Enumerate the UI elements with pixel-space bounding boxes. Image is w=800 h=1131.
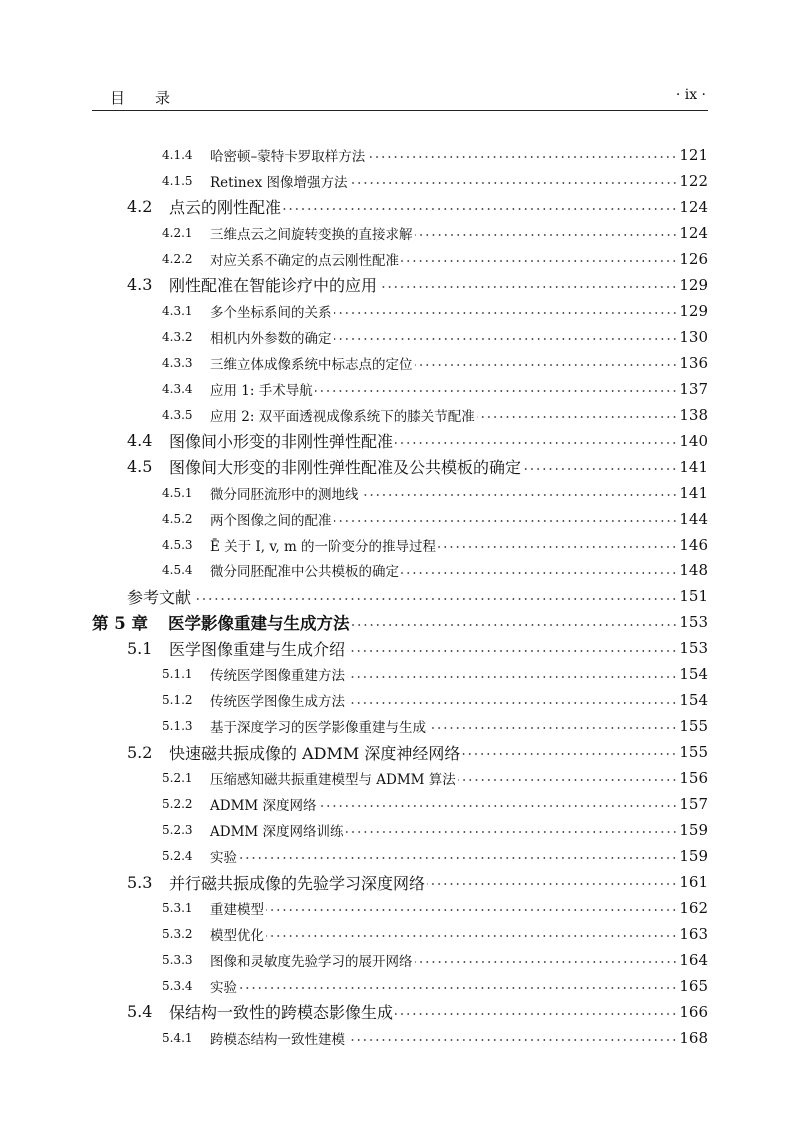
dot-leader (477, 402, 678, 428)
toc-entry-title: 实验 (210, 850, 237, 867)
toc-entry[interactable] (92, 220, 708, 246)
toc-entry-title: 点云的刚性配准 (169, 198, 282, 218)
toc-entry-title: 传统医学图像生成方法 (210, 694, 345, 711)
toc-entry[interactable] (92, 791, 708, 817)
toc-entry-page: 161 (679, 873, 708, 892)
toc-entry-page: 137 (679, 379, 708, 398)
toc-entry[interactable] (92, 350, 708, 376)
toc-entry[interactable] (92, 480, 708, 506)
dot-leader (395, 428, 677, 454)
toc-entry-number: 4.1.4 (162, 147, 193, 162)
dot-leader (379, 272, 677, 298)
toc-entry-title: 应用 1: 手术导航 (210, 382, 313, 399)
toc-entry-number: 4.3.1 (162, 303, 193, 318)
dot-leader (427, 869, 677, 895)
toc-entry-number: 4.3.2 (162, 329, 193, 344)
toc-entry-title: 重建模型 (210, 902, 264, 919)
toc-entry-number: 5.2.2 (162, 797, 193, 812)
toc-entry[interactable] (92, 687, 708, 713)
toc-entry-page: 146 (679, 535, 708, 554)
toc-entry-page: 162 (679, 899, 708, 918)
toc-entry[interactable] (92, 272, 708, 298)
dot-leader (334, 324, 678, 350)
toc-entry[interactable] (92, 661, 708, 687)
dot-leader (319, 791, 678, 817)
toc-entry-number: 5.2.4 (162, 849, 193, 864)
toc-entry[interactable] (92, 765, 708, 791)
toc-entry-number: 5.1.1 (162, 667, 193, 682)
toc-entry-title: 应用 2: 双平面透视成像系统下的膝关节配准 (210, 408, 475, 425)
toc-entry-number: 5.1 (127, 638, 153, 658)
dot-leader (266, 921, 677, 947)
toc-entry-page: 159 (679, 821, 708, 840)
toc-entry-title: 三维立体成像系统中标志点的定位 (210, 356, 413, 373)
toc-entry-page: 148 (679, 561, 708, 580)
dot-leader (367, 142, 677, 168)
toc-entry-page: 136 (679, 353, 708, 372)
toc-entry[interactable] (92, 1025, 708, 1051)
toc-entry-title: 微分同胚配准中公共模板的确定 (210, 564, 399, 581)
toc-entry-number: 4.2 (127, 197, 153, 217)
toc-entry[interactable] (92, 558, 708, 584)
toc-entry-number: 4.2.2 (162, 251, 193, 266)
toc-entry[interactable] (92, 921, 708, 947)
dot-leader (428, 713, 677, 739)
dot-leader (347, 1025, 677, 1051)
toc-entry[interactable] (92, 324, 708, 350)
toc-entry[interactable] (92, 454, 708, 480)
toc-entry[interactable] (92, 376, 708, 402)
toc-entry-page: 153 (679, 639, 708, 658)
toc-entry-number: 5.1.3 (162, 719, 193, 734)
toc-entry-number: 4.5.1 (162, 485, 193, 500)
toc-entry-number: 5.3.2 (162, 927, 193, 942)
toc-entry-number: 4.2.1 (162, 225, 193, 240)
toc-entry-number: 5.2.1 (162, 771, 193, 786)
toc-entry-title: 三维点云之间旋转变换的直接求解 (210, 226, 413, 243)
toc-entry-page: 129 (679, 301, 708, 320)
toc-entry[interactable] (92, 973, 708, 999)
toc-entry-page: 155 (679, 717, 708, 736)
toc-entry-number: 5.2.3 (162, 823, 193, 838)
toc-entry-title: 图像间大形变的非刚性弹性配准及公共模板的确定 (169, 458, 522, 478)
dot-leader (401, 246, 677, 272)
toc-entry-title: ADMM 深度网络 (210, 798, 317, 815)
toc-entry-number: 4.4 (127, 431, 153, 451)
toc-entry-page: 157 (679, 795, 708, 814)
toc-entry-number: 第 5 章 (92, 614, 148, 634)
dot-leader (401, 558, 677, 584)
toc-entry-page: 156 (679, 769, 708, 788)
toc-entry-page: 124 (679, 197, 708, 216)
toc-entry-page: 138 (679, 405, 708, 424)
toc-entry[interactable] (92, 999, 708, 1025)
toc-entry-title: 微分同胚流形中的测地线 (210, 486, 359, 503)
toc-entry[interactable] (92, 168, 708, 194)
dot-leader (523, 454, 677, 480)
toc-entry-number: 4.3 (127, 275, 153, 295)
dot-leader (239, 843, 677, 869)
toc-entry-number: 5.4.1 (162, 1030, 193, 1045)
toc-entry[interactable] (92, 583, 708, 609)
toc-entry-page: 129 (679, 275, 708, 294)
page-number: · ix · (675, 87, 706, 103)
table-of-contents (92, 142, 708, 1051)
running-header (92, 84, 708, 111)
toc-entry-title: 实验 (210, 979, 237, 996)
toc-entry-title: 医学影像重建与生成方法 (168, 614, 350, 634)
toc-entry-number: 4.5.4 (162, 563, 193, 578)
toc-entry[interactable] (92, 246, 708, 272)
toc-entry-page: 155 (679, 743, 708, 762)
dot-leader (350, 168, 678, 194)
toc-entry-title: Retinex 图像增强方法 (210, 174, 348, 191)
toc-entry-number: 4.1.5 (162, 173, 193, 188)
dot-leader (346, 817, 678, 843)
toc-entry-title: 保结构一致性的跨模态影像生成 (169, 1003, 394, 1023)
toc-entry-number: 5.3.1 (162, 901, 193, 916)
toc-chapter-entry[interactable] (92, 609, 708, 635)
toc-entry[interactable] (92, 713, 708, 739)
toc-entry-number: 5.3.3 (162, 953, 193, 968)
toc-entry-number: 5.3.4 (162, 978, 193, 993)
toc-entry-page: 141 (679, 483, 708, 502)
toc-entry-title: 压缩感知磁共振重建模型与 ADMM 算法 (210, 772, 456, 789)
dot-leader (193, 583, 677, 609)
toc-entry[interactable] (92, 194, 708, 220)
dot-leader (347, 635, 677, 661)
header-title: 目 录 (110, 89, 171, 107)
toc-entry-number: 5.4 (127, 1002, 153, 1022)
dot-leader (395, 999, 677, 1025)
dot-leader (283, 194, 677, 220)
toc-entry-number: 5.1.2 (162, 693, 193, 708)
dot-leader (315, 376, 678, 402)
toc-entry[interactable] (92, 402, 708, 428)
toc-entry-title: 模型优化 (210, 928, 264, 945)
toc-entry-number: 4.3.4 (162, 381, 193, 396)
toc-entry-page: 159 (679, 847, 708, 866)
dot-leader (438, 532, 677, 558)
toc-entry-title: 医学图像重建与生成介绍 (169, 639, 346, 659)
toc-entry[interactable] (92, 947, 708, 973)
toc-entry[interactable] (92, 532, 708, 558)
toc-entry-page: 122 (679, 171, 708, 190)
toc-entry-title: 图像和灵敏度先验学习的展开网络 (210, 954, 413, 971)
dot-leader (352, 609, 678, 635)
toc-entry-title: 多个坐标系间的关系 (210, 304, 332, 321)
toc-entry[interactable] (92, 298, 708, 324)
toc-entry[interactable] (92, 817, 708, 843)
toc-entry-page: 153 (679, 613, 708, 632)
toc-entry-page: 151 (679, 587, 708, 606)
toc-entry-page: 144 (679, 509, 708, 528)
toc-entry-title: Ē 关于 I, v, m 的一阶变分的推导过程 (210, 538, 437, 555)
toc-entry-title: 相机内外参数的确定 (210, 330, 332, 347)
toc-entry-title: 传统医学图像重建方法 (210, 668, 345, 685)
toc-entry-page: 165 (679, 976, 708, 995)
dot-leader (334, 298, 678, 324)
toc-entry-page: 154 (679, 665, 708, 684)
toc-entry[interactable] (92, 142, 708, 168)
toc-entry-page: 140 (679, 431, 708, 450)
toc-entry-title: 并行磁共振成像的先验学习深度网络 (169, 873, 426, 893)
dot-leader (239, 973, 677, 999)
dot-leader (458, 765, 678, 791)
toc-entry-title: 哈密顿–蒙特卡罗取样方法 (210, 148, 366, 165)
toc-entry-page: 163 (679, 925, 708, 944)
dot-leader (415, 350, 678, 376)
toc-entry-title: 基于深度学习的医学影像重建与生成 (210, 720, 426, 737)
dot-leader (462, 739, 677, 765)
toc-entry-number: 4.5 (127, 457, 153, 477)
toc-entry-page: 130 (679, 327, 708, 346)
dot-leader (415, 220, 678, 246)
toc-entry-title: 对应关系不确定的点云刚性配准 (210, 252, 399, 269)
toc-entry-page: 126 (679, 249, 708, 268)
toc-entry[interactable] (92, 506, 708, 532)
toc-entry[interactable] (92, 895, 708, 921)
dot-leader (361, 480, 678, 506)
toc-entry-title: 参考文献 (127, 587, 192, 607)
toc-entry-page: 154 (679, 691, 708, 710)
toc-entry-number: 4.5.2 (162, 511, 193, 526)
toc-entry-page: 121 (679, 145, 708, 164)
toc-entry-title: 图像间小形变的非刚性弹性配准 (169, 432, 394, 452)
toc-entry[interactable] (92, 843, 708, 869)
dot-leader (334, 506, 678, 532)
toc-entry-number: 4.3.5 (162, 407, 193, 422)
toc-entry[interactable] (92, 635, 708, 661)
toc-entry-page: 124 (679, 223, 708, 242)
toc-entry-number: 4.5.3 (162, 537, 193, 552)
toc-entry-number: 4.3.3 (162, 355, 193, 370)
toc-entry-number: 5.3 (127, 872, 153, 892)
toc-entry[interactable] (92, 428, 708, 454)
toc-entry-title: 两个图像之间的配准 (210, 512, 332, 529)
toc-entry-page: 168 (679, 1028, 708, 1047)
toc-entry-number: 5.2 (127, 742, 153, 762)
toc-entry-page: 166 (679, 1002, 708, 1021)
dot-leader (347, 661, 677, 687)
toc-entry-title: 刚性配准在智能诊疗中的应用 (169, 276, 378, 296)
dot-leader (347, 687, 677, 713)
dot-leader (266, 895, 677, 921)
toc-entry[interactable] (92, 739, 708, 765)
toc-entry-title: ADMM 深度网络训练 (210, 824, 344, 841)
toc-entry-page: 141 (679, 457, 708, 476)
toc-entry-title: 跨模态结构一致性建模 (210, 1031, 345, 1048)
toc-entry[interactable] (92, 869, 708, 895)
dot-leader (415, 947, 678, 973)
toc-entry-page: 164 (679, 951, 708, 970)
toc-entry-title: 快速磁共振成像的 ADMM 深度神经网络 (169, 743, 461, 763)
